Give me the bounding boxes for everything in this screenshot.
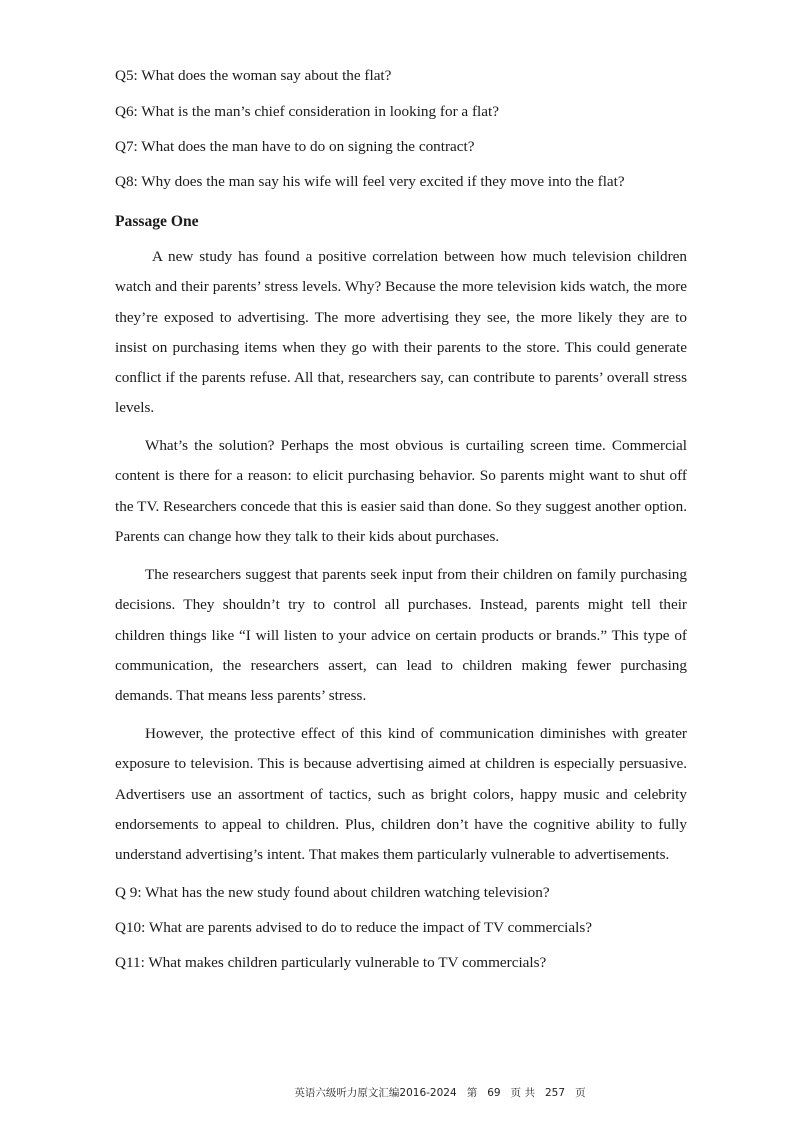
footer-page-suffix: 页: [575, 1087, 586, 1099]
passage-paragraph-3: The researchers suggest that parents seek input from their children on family purchasing decisions. They shouldn’t try to control all purchases. Instead, parents might tell their children things like “I will listen to your advice on certain products or brands.” This type of communication, the researchers assert, can lead to children making fewer purchasing demands. That means less parents’ stress.: [115, 566, 687, 705]
question-q5: Q5: What does the woman say about the flat?: [115, 67, 392, 84]
question-q7: Q7: What does the man have to do on signing the contract?: [115, 138, 475, 155]
footer-page-number: 69: [487, 1087, 501, 1099]
footer-page-mid: 页 共: [510, 1087, 535, 1099]
question-q6: Q6: What is the man’s chief consideration in looking for a flat?: [115, 103, 499, 120]
footer-total-pages: 257: [545, 1087, 566, 1099]
footer-source: 英语六级听力原文汇编2016-2024: [294, 1087, 457, 1099]
question-q8: Q8: Why does the man say his wife will feel very excited if they move into the flat?: [115, 173, 625, 190]
passage-paragraph-1: A new study has found a positive correlation between how much television children watch and their parents’ stress levels. Why? Because the more television kids watch, the more they’re exposed to advertising. The more advertising they see, the more likely they are to insist on purchasing items when they go with their parents to the store. This could generate conflict if the parents refuse. All that, researchers say, can contribute to parents’ overall stress levels.: [115, 248, 687, 417]
footer-page-prefix: 第: [466, 1087, 478, 1099]
passage-paragraph-4: However, the protective effect of this kind of communication diminishes with greater exposure to television. This is because advertising aimed at children is especially persuasive. Advertisers use an assortment of tactics, such as bright colors, happy music and celebrity endorsements to appeal to children. Plus, children don’t have the cognitive ability to fully understand advertising’s intent. That makes them particularly vulnerable to advertisements.: [115, 725, 687, 864]
passage-title: Passage One: [115, 213, 199, 230]
page-footer: [0, 1086, 800, 1100]
question-q10: Q10: What are parents advised to do to reduce the impact of TV commercials?: [115, 919, 592, 936]
question-q11: Q11: What makes children particularly vulnerable to TV commercials?: [115, 954, 547, 971]
question-q9: Q 9: What has the new study found about children watching television?: [115, 884, 550, 901]
passage-paragraph-2: What’s the solution? Perhaps the most obvious is curtailing screen time. Commercial content is there for a reason: to elicit purchasing behavior. So parents might want to shut off the TV. Researchers concede that this is easier said than done. So they suggest another option. Parents can change how they talk to their kids about purchases.: [115, 437, 687, 545]
